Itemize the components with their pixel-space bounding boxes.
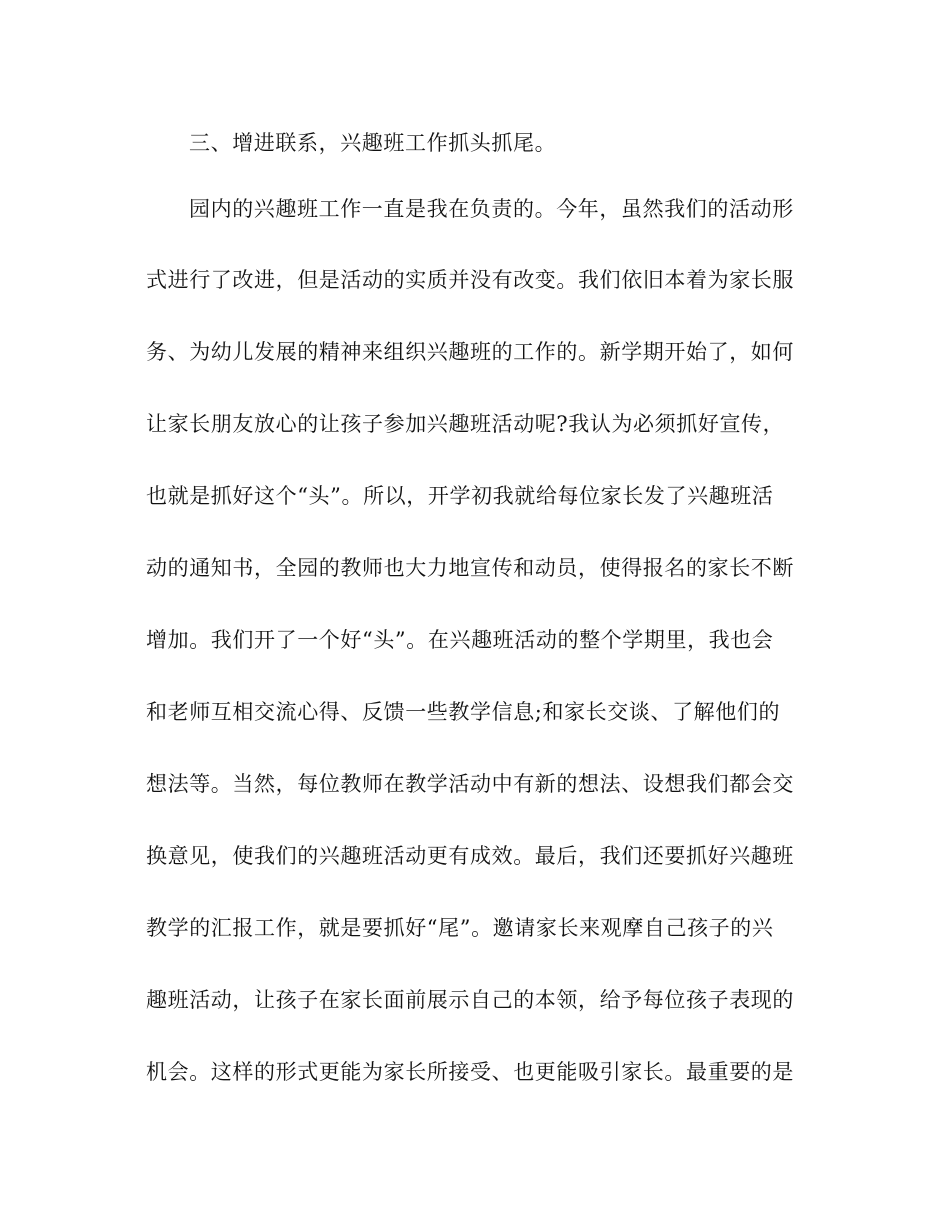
paragraph-line: 也就是抓好这个“头”。所以，开学初我就给每位家长发了兴趣班活 [146,484,774,508]
section-heading: 三、增进联系，兴趣班工作抓头抓尾。 [189,131,557,155]
paragraph-line: 趣班活动，让孩子在家长面前展示自己的本领，给予每位孩子表现的 [146,988,794,1012]
paragraph-line: 想法等。当然，每位教师在教学活动中有新的想法、设想我们都会交 [146,772,794,796]
paragraph-line: 动的通知书，全园的教师也大力地宣传和动员，使得报名的家长不断 [146,556,794,580]
paragraph-line: 让家长朋友放心的让孩子参加兴趣班活动呢?我认为必须抓好宣传， [146,412,785,436]
paragraph-line: 和老师互相交流心得、反馈一些教学信息;和家长交谈、了解他们的 [146,700,781,724]
paragraph-line: 增加。我们开了一个好“头”。在兴趣班活动的整个学期里，我也会 [146,628,774,652]
paragraph-line: 务、为幼儿发展的精神来组织兴趣班的工作的。新学期开始了，如何 [146,340,794,364]
paragraph-line: 式进行了改进，但是活动的实质并没有改变。我们依旧本着为家长服 [146,268,794,292]
paragraph-line: 教学的汇报工作，就是要抓好“尾”。邀请家长来观摩自己孩子的兴 [146,916,774,940]
paragraph-line: 机会。这样的形式更能为家长所接受、也更能吸引家长。最重要的是 [146,1060,794,1084]
paragraph-line: 园内的兴趣班工作一直是我在负责的。今年，虽然我们的活动形 [189,197,794,221]
paragraph-line: 换意见，使我们的兴趣班活动更有成效。最后，我们还要抓好兴趣班 [146,844,794,868]
